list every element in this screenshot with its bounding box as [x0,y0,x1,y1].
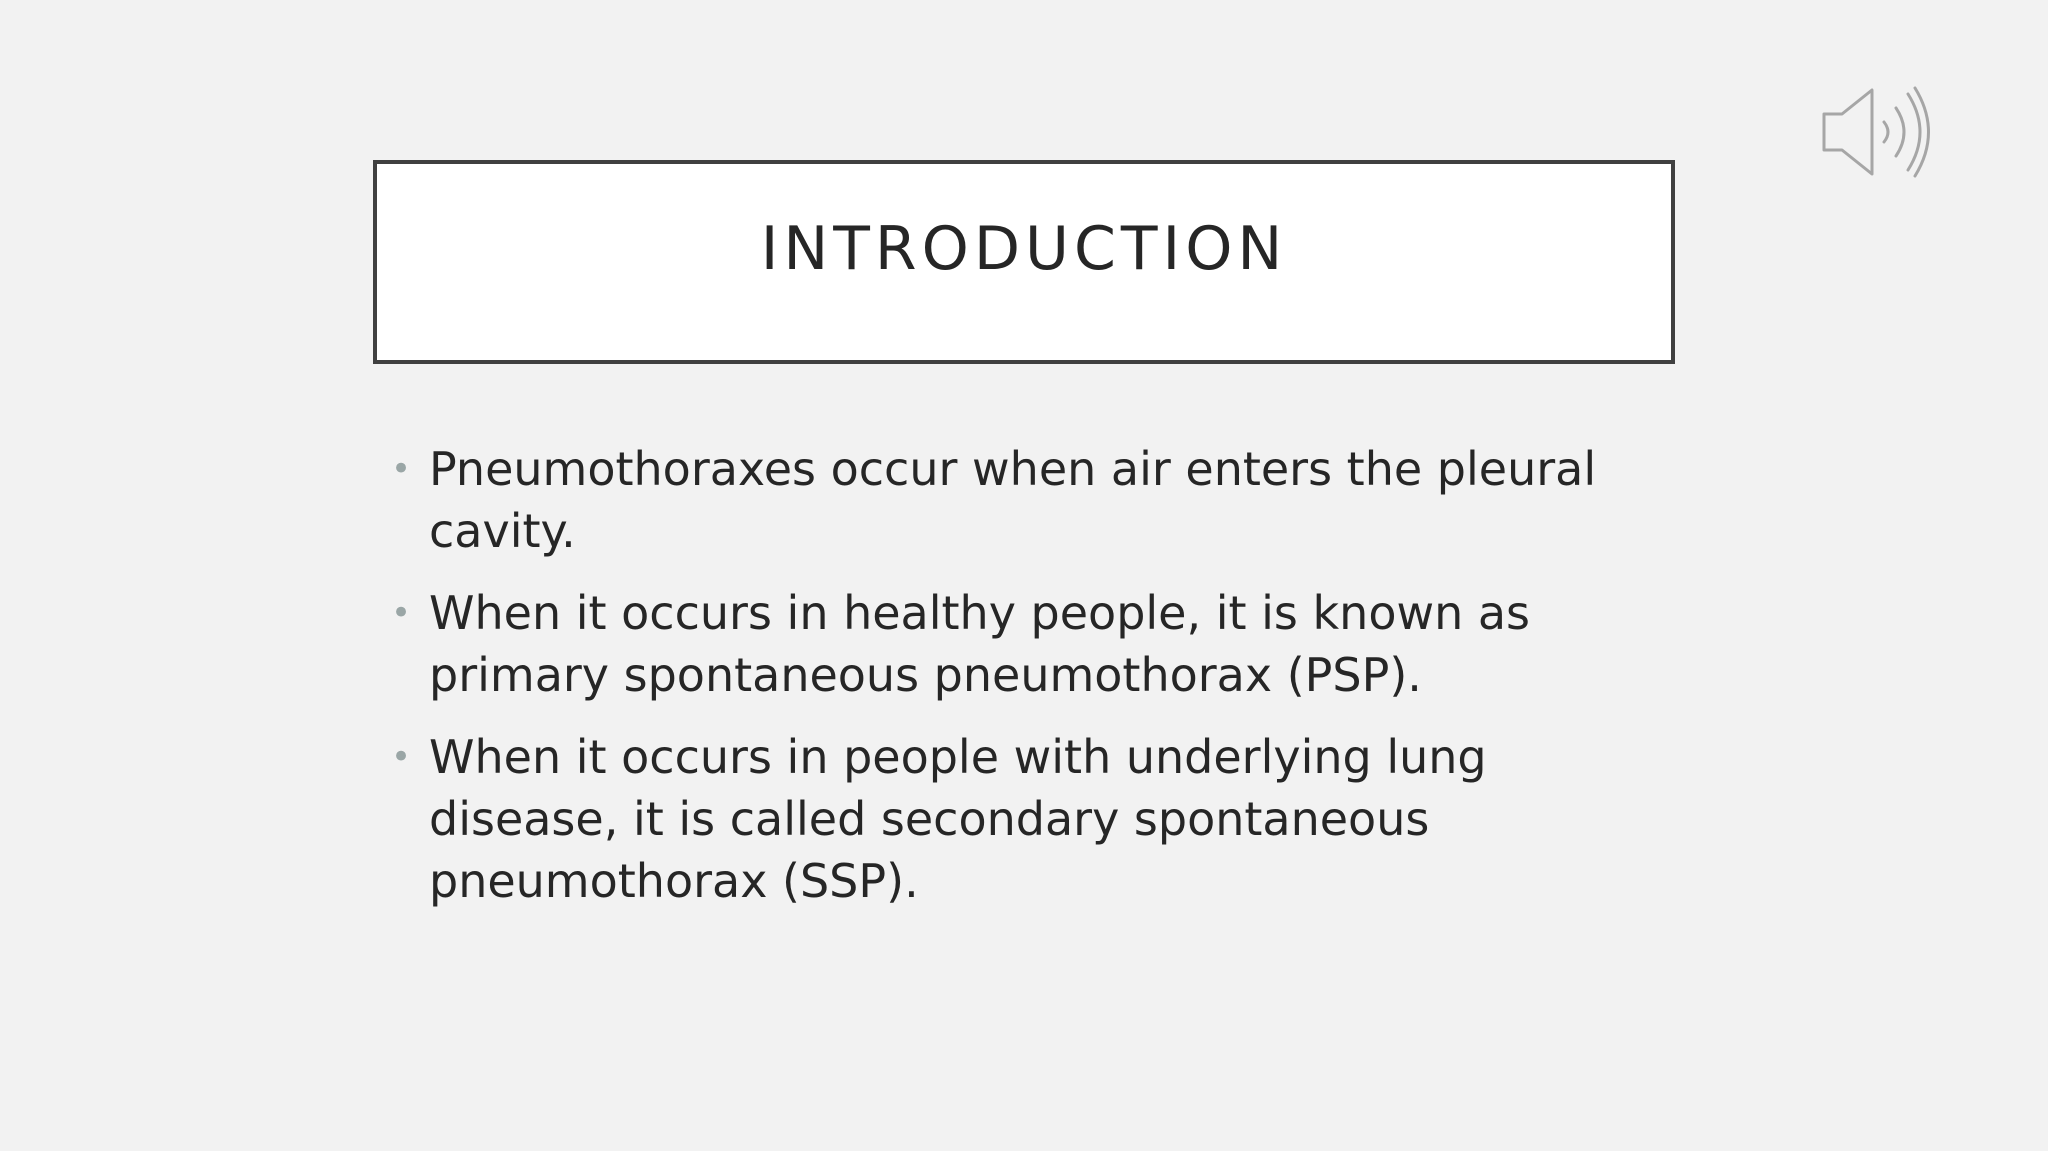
title-box [373,160,1675,364]
bullet-text: When it occurs in people with underlying lung disease, it is called secondary spontaneous pneumothorax (SSP). [429,730,1487,908]
bullet-dot: • [391,737,412,777]
bullet-text: Pneumothoraxes occur when air enters the pleural cavity. [429,442,1597,558]
bullet-item [389,438,1679,562]
bullet-item [389,726,1679,912]
bullet-list [389,438,1679,932]
speaker-icon[interactable] [1818,84,1944,180]
bullet-dot: • [391,449,412,489]
bullet-dot: • [391,593,412,633]
bullet-text: When it occurs in healthy people, it is known as primary spontaneous pneumothorax (PSP). [429,586,1531,702]
slide-title: INTRODUCTION [760,214,1288,284]
bullet-item [389,582,1679,706]
